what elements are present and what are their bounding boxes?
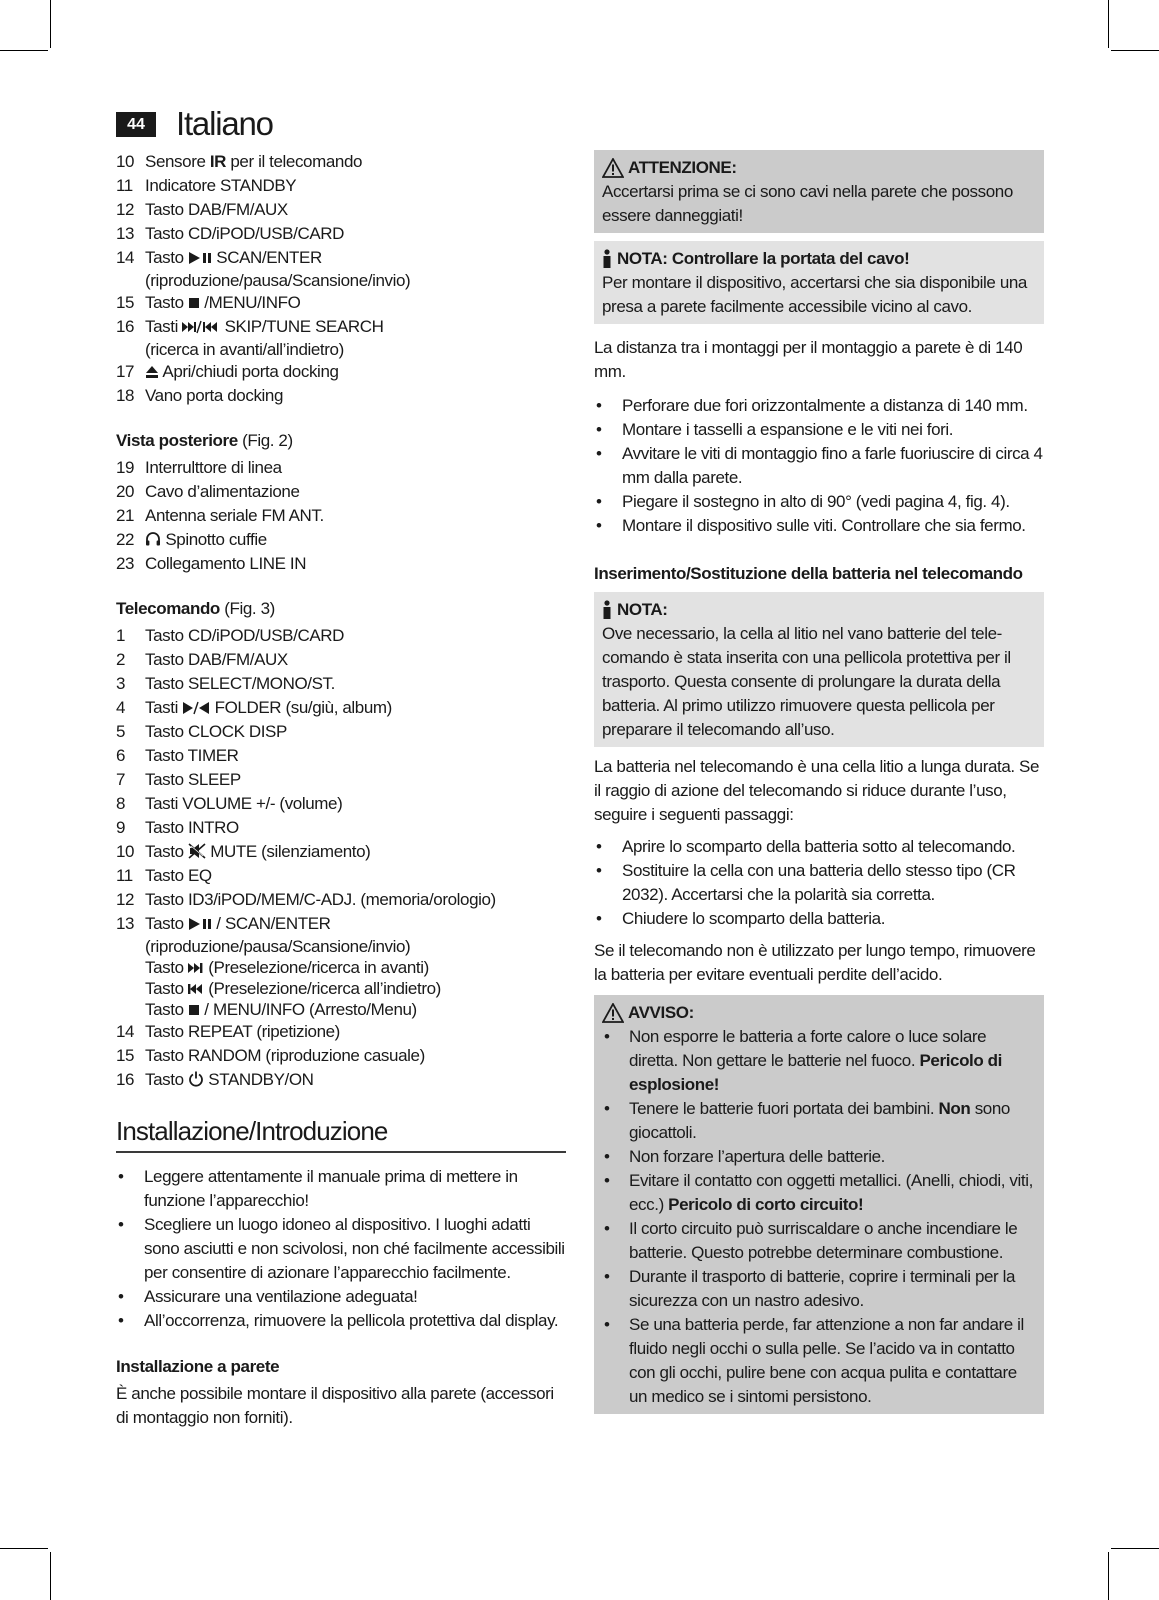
item-text: Tasto SLEEP — [145, 770, 241, 789]
item-number: 20 — [116, 482, 135, 501]
item-text-bold: Pericolo di esplosione! — [629, 1051, 1002, 1094]
item-number: 3 — [116, 674, 126, 693]
list-item — [116, 648, 566, 672]
battery-note-text: Ove necessario, la cella al litio nel vano batterie del telecomando è stata inserita con una pellicola protettiva per il trasporto. Questa consente di prolungare la durata della batteria. Al primo utilizzo rimuovere questa pellicola per preparare il telecomando all’uso. — [602, 624, 1011, 739]
item-subtext — [145, 957, 566, 978]
crop-mark — [50, 1552, 51, 1600]
warning-box — [594, 995, 1044, 1414]
item-number: 10 — [116, 152, 135, 171]
list-item: • Montare il dispositivo sulle viti. Controllare che sia fermo. — [594, 514, 1044, 538]
list-item — [116, 360, 566, 384]
crop-mark — [1108, 0, 1109, 48]
item-number: 13 — [116, 914, 135, 933]
play-pause-icon — [188, 914, 212, 933]
item-text: Vano porta docking — [145, 386, 284, 405]
battery-steps — [594, 835, 1044, 931]
item-text: STANDBY/ON — [203, 1070, 314, 1089]
item-number: 1 — [116, 626, 126, 645]
list-item — [116, 174, 566, 198]
cable-note-box — [594, 241, 1044, 324]
item-number: 12 — [116, 890, 135, 909]
item-text: (Preselezione/ricerca in avanti) — [203, 958, 429, 977]
item-text: Tasto SELECT/MONO/ST. — [145, 674, 335, 693]
list-item — [116, 315, 566, 360]
item-text: Tasto — [145, 958, 188, 977]
list-item: • Scegliere un luogo idoneo al dispositivo. I luoghi adatti sono asciutti e non scivolosi, non ché facilmente accessibili per consentire di azionare l’apparecchio facilmente. — [116, 1213, 566, 1285]
list-item — [116, 552, 566, 576]
item-text: Tasto — [145, 979, 188, 998]
stop-icon — [188, 293, 200, 312]
warning-title: AVVISO: — [628, 1003, 694, 1022]
crop-mark — [1111, 1548, 1159, 1549]
item-number: 4 — [116, 698, 126, 717]
up-down-arrows-icon — [182, 698, 210, 717]
power-icon — [188, 1070, 204, 1089]
battery-storage-text: Se il telecomando non è utilizzato per lungo tempo, rimuovere la batteria per evitare eventuali perdite dell’acido. — [594, 941, 1036, 984]
crop-mark — [0, 50, 48, 51]
distance-text: La distanza tra i montaggi per il montaggio a parete è di 140 mm. — [594, 338, 1023, 381]
item-text: / MENU/INFO (Arresto/Menu) — [199, 1000, 417, 1019]
item-subtext: (ricerca in avanti/all’indietro) — [145, 340, 344, 359]
crop-mark — [50, 0, 51, 48]
item-text: Tasto — [145, 1070, 188, 1089]
item-text: Sensore — [145, 152, 210, 171]
cable-note-title: NOTA: Controllare la portata del cavo! — [617, 249, 910, 268]
item-text: Spinotto cuffie — [161, 530, 267, 549]
item-text: per il telecomando — [226, 152, 363, 171]
list-item — [116, 744, 566, 768]
item-number: 21 — [116, 506, 135, 525]
item-number: 5 — [116, 722, 126, 741]
item-text: Tasto TIMER — [145, 746, 239, 765]
installation-bullets — [116, 1165, 566, 1333]
attention-box — [594, 150, 1044, 233]
list-item — [116, 291, 566, 315]
mute-icon — [188, 842, 206, 861]
list-item: • Assicurare una ventilazione adeguata! — [116, 1285, 566, 1309]
remote-parts-list — [116, 624, 566, 1092]
item-text: Indicatore STANDBY — [145, 176, 297, 195]
stop-icon — [188, 1000, 200, 1019]
list-item — [116, 384, 566, 408]
item-text: (Preselezione/ricerca all’indietro) — [203, 979, 441, 998]
item-text: Tasto CD/iPOD/USB/CARD — [145, 626, 345, 645]
list-item — [116, 912, 566, 1020]
item-text: Tasto CLOCK DISP — [145, 722, 287, 741]
wall-mount-heading: Installazione a parete — [116, 1357, 280, 1376]
item-text: Antenna seriale FM ANT. — [145, 506, 324, 525]
warning-triangle-icon — [602, 1003, 624, 1023]
crop-mark — [0, 1548, 48, 1549]
headphones-icon — [145, 530, 161, 549]
list-item: • Tenere le batterie fuori portata dei bambini. Non sono giocattoli. — [602, 1097, 1036, 1145]
right-column — [594, 150, 1044, 1414]
item-text: Tasto — [145, 842, 188, 861]
list-item — [116, 480, 566, 504]
list-item — [116, 696, 566, 720]
item-text-bold: Non — [938, 1099, 971, 1118]
item-number: 7 — [116, 770, 126, 789]
play-pause-icon — [188, 248, 212, 267]
section-title-installation: Installazione/Introduzione — [116, 1113, 566, 1153]
list-item — [116, 246, 566, 291]
list-item — [116, 864, 566, 888]
item-text: Tasto REPEAT (ripetizione) — [145, 1022, 340, 1041]
item-text: MUTE (silenziamento) — [205, 842, 371, 861]
list-item: • All’occorrenza, rimuovere la pellicola protettiva dal display. — [116, 1309, 566, 1333]
battery-heading: Inserimento/Sostituzione della batteria nel telecomando — [594, 564, 1023, 583]
item-text: FOLDER (su/giù, album) — [210, 698, 392, 717]
item-number: 15 — [116, 293, 135, 312]
item-subtext: (riproduzione/pausa/Scansione/invio) — [145, 271, 411, 290]
list-item: • Evitare il contatto con oggetti metallici. (Anelli, chiodi, viti, ecc.) Pericolo di corto circuito! — [602, 1169, 1036, 1217]
item-number: 14 — [116, 248, 135, 267]
item-text: SKIP/TUNE SEARCH — [220, 317, 384, 336]
item-number: 16 — [116, 1070, 135, 1089]
item-number: 10 — [116, 842, 135, 861]
list-item — [116, 1044, 566, 1068]
item-number: 9 — [116, 818, 126, 837]
item-subtext — [145, 978, 566, 999]
info-icon — [602, 249, 612, 269]
item-text: Cavo d’alimentazione — [145, 482, 300, 501]
list-item: • Se una batteria perde, far attenzione a non far andare il fluido negli occhi o sulla pelle. Se l’acido va in contatto con gli occhi, pulire bene con acqua pulita e contattare un medico se i sintomi persistono. — [602, 1313, 1036, 1409]
item-text: Tasto DAB/FM/AUX — [145, 200, 288, 219]
item-text: / SCAN/ENTER — [211, 914, 331, 933]
item-number: 8 — [116, 794, 126, 813]
list-item: • Il corto circuito può surriscaldare o anche incendiare le batterie. Questo potrebbe determinare combustione. — [602, 1217, 1036, 1265]
skip-back-icon — [188, 979, 204, 998]
item-number: 6 — [116, 746, 126, 765]
battery-note-box — [594, 592, 1044, 747]
item-number: 2 — [116, 650, 126, 669]
rear-view-heading: Vista posteriore (Fig. 2) — [116, 431, 293, 450]
list-item — [116, 1020, 566, 1044]
info-icon — [602, 600, 612, 620]
list-item — [116, 816, 566, 840]
crop-mark — [1111, 50, 1159, 51]
item-text-bold: Pericolo di corto circuito! — [668, 1195, 864, 1214]
item-text: Tasto RANDOM (riproduzione casuale) — [145, 1046, 425, 1065]
item-number: 11 — [116, 176, 133, 195]
front-parts-list — [116, 150, 566, 408]
mount-steps — [594, 394, 1044, 538]
item-number: 23 — [116, 554, 135, 573]
list-item: • Leggere attentamente il manuale prima di mettere in funzione l’apparecchio! — [116, 1165, 566, 1213]
list-item: • Non esporre le batteria a forte calore o luce solare diretta. Non gettare le batterie nel fuoco. Pericolo di esplosione! — [602, 1025, 1036, 1097]
skip-forward-icon — [188, 958, 204, 977]
list-item: • Durante il trasporto di batterie, coprire i terminali per la sicurezza con un nastro adesivo. — [602, 1265, 1036, 1313]
item-text: Collegamento LINE IN — [145, 554, 307, 573]
item-text-bold: IR — [209, 152, 227, 171]
item-text: SCAN/ENTER — [211, 248, 322, 267]
eject-icon — [145, 362, 159, 381]
wall-mount-text: È anche possibile montare il dispositivo alla parete (accessori di montaggio non forniti). — [116, 1384, 554, 1427]
page-number: 44 — [116, 112, 156, 137]
item-number: 16 — [116, 317, 135, 336]
item-text: Tasti — [145, 317, 183, 336]
left-column — [116, 150, 566, 1430]
item-number: 18 — [116, 386, 135, 405]
list-item: • Aprire lo scomparto della batteria sotto al telecomando. — [594, 835, 1044, 859]
item-text: Tasto EQ — [145, 866, 212, 885]
list-item: • Piegare il sostegno in alto di 90° (vedi pagina 4, fig. 4). — [594, 490, 1044, 514]
list-item — [116, 222, 566, 246]
item-text: Tasto — [145, 293, 188, 312]
list-item — [116, 624, 566, 648]
battery-intro: La batteria nel telecomando è una cella litio a lunga durata. Se il raggio di azione del telecomando si riduce durante l’uso, seguire i seguenti passaggi: — [594, 757, 1040, 824]
attention-title: ATTENZIONE: — [628, 158, 737, 177]
item-number: 15 — [116, 1046, 135, 1065]
list-item: • Perforare due fori orizzontalmente a distanza di 140 mm. — [594, 394, 1044, 418]
list-item: • Non forzare l’apertura delle batterie. — [602, 1145, 1036, 1169]
item-text: Tasto CD/iPOD/USB/CARD — [145, 224, 345, 243]
rear-parts-list — [116, 456, 566, 576]
list-item — [116, 840, 566, 864]
item-number: 17 — [116, 362, 135, 381]
list-item — [116, 888, 566, 912]
remote-heading: Telecomando (Fig. 3) — [116, 599, 275, 618]
item-number: 13 — [116, 224, 135, 243]
list-item: • Sostituire la cella con una batteria dello stesso tipo (CR 2032). Accertarsi che la polarità sia corretta. — [594, 859, 1044, 907]
list-item: • Montare i tasselli a espansione e le viti nei fori. — [594, 418, 1044, 442]
page-title: Italiano — [176, 105, 273, 142]
list-item: • Chiudere lo scomparto della batteria. — [594, 907, 1044, 931]
item-text: (riproduzione/pausa/Scansione/invio) — [145, 937, 411, 956]
item-text: Interrulttore di linea — [145, 458, 282, 477]
cable-note-text: Per montare il dispositivo, accertarsi che sia disponibile una presa a parete facilmente accessibile vicino al cavo. — [602, 273, 1027, 316]
item-subtext — [145, 999, 566, 1020]
item-text: Tasti — [145, 698, 183, 717]
list-item — [116, 1068, 566, 1092]
list-item — [116, 150, 566, 174]
item-subtext — [145, 936, 566, 957]
list-item — [116, 528, 566, 552]
item-text: Tasto — [145, 1000, 188, 1019]
item-number: 22 — [116, 530, 135, 549]
item-text: Apri/chiudi porta docking — [159, 362, 339, 381]
warning-bullets — [602, 1025, 1036, 1409]
list-item — [116, 720, 566, 744]
warning-triangle-icon — [602, 158, 624, 178]
item-text: Tasti VOLUME +/- (volume) — [145, 794, 343, 813]
list-item: • Avvitare le viti di montaggio fino a farle fuoriuscire di circa 4 mm dalla parete. — [594, 442, 1044, 490]
item-text: Tasto — [145, 914, 188, 933]
list-item — [116, 768, 566, 792]
item-text: Tasto INTRO — [145, 818, 239, 837]
skip-forward-back-icon — [182, 317, 220, 336]
battery-note-title: NOTA: — [617, 600, 668, 619]
crop-mark — [1108, 1552, 1109, 1600]
list-item — [116, 504, 566, 528]
item-number: 12 — [116, 200, 135, 219]
item-number: 14 — [116, 1022, 135, 1041]
item-text: /MENU/INFO — [199, 293, 301, 312]
list-item — [116, 792, 566, 816]
item-number: 19 — [116, 458, 135, 477]
item-text: Tasto — [145, 248, 188, 267]
list-item — [116, 456, 566, 480]
item-text: Tasto DAB/FM/AUX — [145, 650, 288, 669]
item-text: Tasto ID3/iPOD/MEM/C-ADJ. (memoria/orologio) — [145, 890, 496, 909]
list-item — [116, 198, 566, 222]
attention-text: Accertarsi prima se ci sono cavi nella parete che possono essere danneggiati! — [602, 182, 1013, 225]
item-number: 11 — [116, 866, 133, 885]
list-item — [116, 672, 566, 696]
